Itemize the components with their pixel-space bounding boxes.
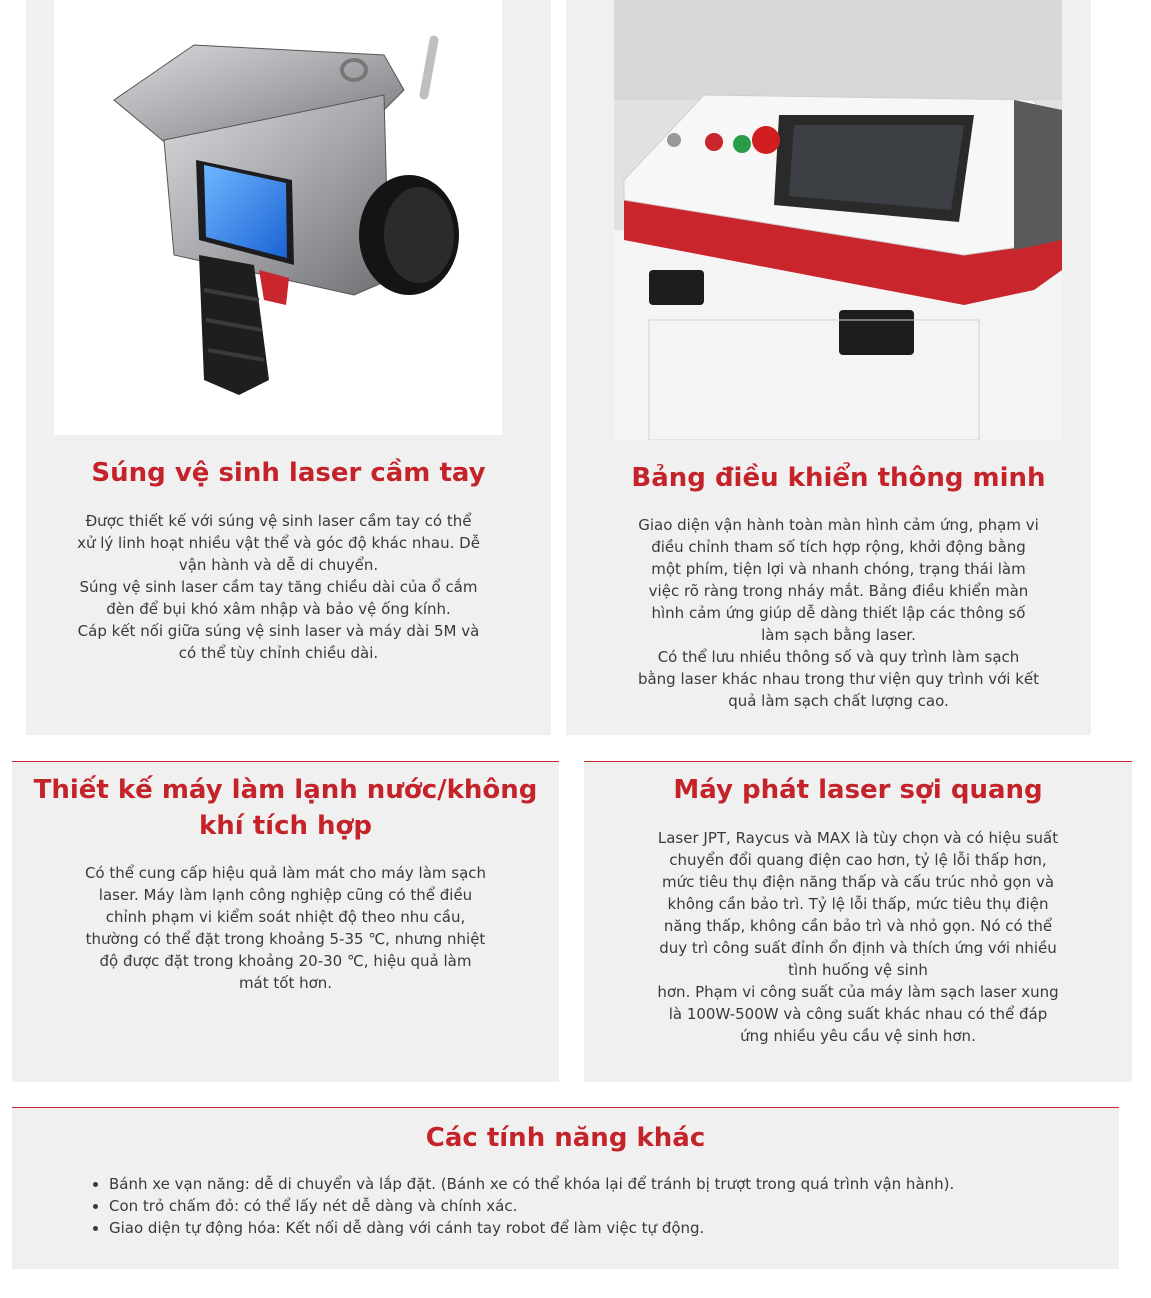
feature-card-handheld-gun (26, 0, 551, 735)
description-line: Giao diện vận hành toàn màn hình cảm ứng, phạm vi (638, 516, 1039, 534)
description-line: có thể tùy chỉnh chiều dài. (178, 644, 379, 662)
description-line: một phím, tiện lợi và nhanh chóng, trạng thái làm (651, 560, 1026, 578)
card-title: Các tính năng khác (425, 1123, 706, 1153)
description-line: độ được đặt trong khoảng 20-30 ℃, hiệu quả làm (99, 952, 472, 970)
description-line: tình huống vệ sinh (788, 961, 928, 979)
list-item: • Giao diện tự động hóa: Kết nối dễ dàng với cánh tay robot để làm việc tự động. (109, 1217, 1151, 1239)
feature-list (12, 1173, 1151, 1239)
description-line: mát tốt hơn. (238, 974, 333, 992)
card-title: Máy phát laser sợi quang (673, 775, 1043, 805)
description-line: không cần bảo trì. Tỷ lệ lỗi thấp, mức tiêu thụ điện (667, 895, 1049, 913)
control-panel-image (614, 0, 1062, 440)
description-line: duy trì công suất đỉnh ổn định và thích ứng với nhiều (659, 939, 1057, 957)
description-line: là 100W-500W và công suất khác nhau có thể đáp (668, 1005, 1048, 1023)
description-line: Súng vệ sinh laser cầm tay tăng chiều dài của ổ cắm (79, 578, 478, 596)
description-line: mức tiêu thụ điện năng thấp và cấu trúc nhỏ gọn và (661, 873, 1055, 891)
list-item: • Con trỏ chấm đỏ: có thể lấy nét dễ dàng và chính xác. (109, 1195, 1151, 1217)
description-line: vận hành và dễ di chuyển. (178, 556, 379, 574)
card-description (584, 827, 1132, 1047)
card-title: Bảng điều khiển thông minh (631, 463, 1046, 493)
feature-card-other (12, 1107, 1119, 1269)
feature-card-fiber-laser (584, 761, 1132, 1082)
description-line: quả làm sạch chất lượng cao. (728, 692, 949, 710)
description-line: việc rõ ràng trong nháy mắt. Bảng điều khiển màn (648, 582, 1029, 600)
laser-gun-illustration (54, 0, 502, 435)
description-line: chuyển đổi quang điện cao hơn, tỷ lệ lỗi thấp hơn, (669, 851, 1047, 869)
description-line: ứng nhiều yêu cầu vệ sinh hơn. (740, 1027, 976, 1045)
description-line: Có thể cung cấp hiệu quả làm mát cho máy làm sạch (84, 864, 487, 882)
description-line: điều chỉnh tham số tích hợp rộng, khởi động bằng (651, 538, 1026, 556)
description-line: đèn để bụi khó xâm nhập và bảo vệ ống kính. (106, 600, 451, 618)
description-line: laser. Máy làm lạnh công nghiệp cũng có thể điều (98, 886, 473, 904)
feature-card-control-panel (566, 0, 1091, 735)
card-title-line: khí tích hợp (198, 811, 373, 841)
description-line: hơn. Phạm vi công suất của máy làm sạch laser xung (657, 983, 1059, 1001)
description-line: Laser JPT, Raycus và MAX là tùy chọn và có hiệu suất (657, 829, 1059, 847)
description-line: làm sạch bằng laser. (761, 626, 916, 644)
handheld-laser-gun-image (54, 0, 502, 435)
description-line: Cáp kết nối giữa súng vệ sinh laser và máy dài 5M và (77, 622, 480, 640)
description-line: năng thấp, không cần bảo trì và nhỏ gọn. Nó có thể (663, 917, 1053, 935)
description-line: Có thể lưu nhiều thông số và quy trình làm sạch (657, 648, 1020, 666)
description-line: thường có thể đặt trong khoảng 5-35 ℃, nhưng nhiệt (85, 930, 486, 948)
card-title: Súng vệ sinh laser cầm tay (91, 458, 486, 488)
card-description (12, 862, 559, 994)
card-title-line: Thiết kế máy làm lạnh nước/không (33, 775, 538, 805)
description-line: bằng laser khác nhau trong thư viện quy trình với kết (637, 670, 1040, 688)
description-line: chỉnh phạm vi kiểm soát nhiệt độ theo nhu cầu, (105, 908, 466, 926)
card-title (12, 772, 559, 844)
description-line: xử lý linh hoạt nhiều vật thể và góc độ khác nhau. Dễ (77, 534, 480, 552)
feature-card-chiller (12, 761, 559, 1082)
description-line: Được thiết kế với súng vệ sinh laser cầm tay có thể (85, 512, 472, 530)
card-description (26, 510, 531, 664)
control-panel-illustration (614, 0, 1062, 440)
list-item: • Bánh xe vạn năng: dễ di chuyển và lắp đặt. (Bánh xe có thể khóa lại để tránh bị trượt trong quá trình vận hành). (109, 1173, 1151, 1195)
description-line: hình cảm ứng giúp dễ dàng thiết lập các thông số (651, 604, 1026, 622)
card-description (566, 514, 1111, 712)
